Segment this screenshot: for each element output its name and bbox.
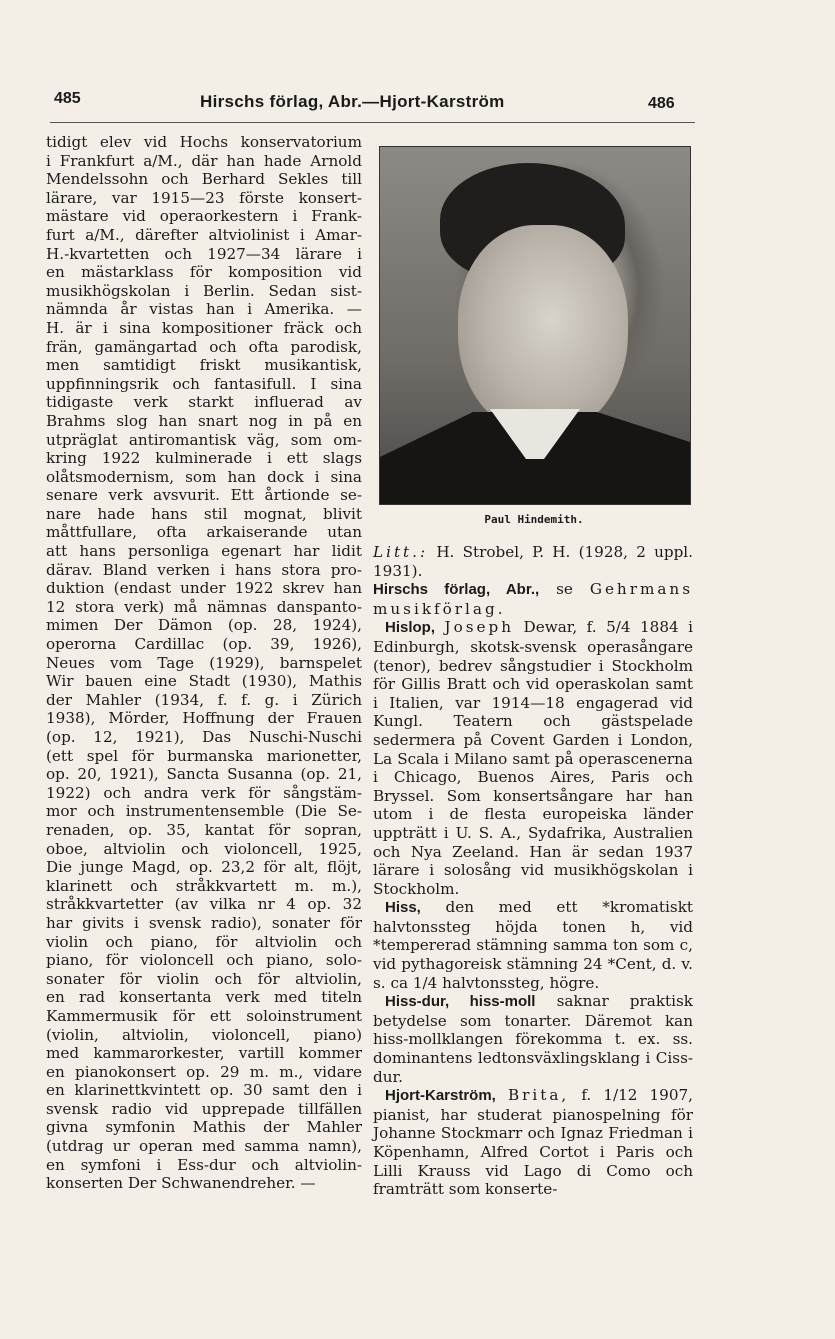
entry-hirschs-see: se xyxy=(556,580,573,599)
text-line: en rad konsertanta verk med titeln xyxy=(46,988,362,1007)
entry-hissdur-text: saknar praktisk betydelse som tonarter. Däremot kan hiss-mollklangen förekomma t. ex. ss. dominantens ledtonsväxlingsklang i Ciss-dur. xyxy=(373,992,693,1086)
text-line: mor och instrumentensemble (Die Se- xyxy=(46,802,362,821)
entry-hissdur-head: Hiss-dur, hiss-moll xyxy=(385,993,536,1011)
text-line: duktion (endast under 1922 skrev han xyxy=(46,579,362,598)
text-line: (op. 12, 1921), Das Nuschi-Nuschi xyxy=(46,728,362,746)
entry-hissdur xyxy=(373,992,693,1086)
page-header xyxy=(0,0,835,130)
text-line: olåtsmodernism, som han dock i sina xyxy=(46,467,362,486)
text-line: Mendelssohn och Berhard Sekles till xyxy=(46,170,362,189)
page-number-right: 486 xyxy=(648,95,675,112)
text-line: (ett spel för burmanska marionetter, xyxy=(46,746,362,765)
text-line: renaden, op. 35, kantat för sopran, xyxy=(46,820,362,839)
header-rule xyxy=(50,122,695,123)
text-line: 1938), Mörder, Hoffnung der Frauen xyxy=(46,709,362,728)
text-line: (violin, altviolin, violoncell, piano) xyxy=(46,1025,362,1044)
litt-label: Litt.: xyxy=(373,543,429,561)
text-line: svensk radio vid upprepade tillfällen xyxy=(46,1099,362,1118)
text-line: stråkkvartetter (av vilka nr 4 op. 32 xyxy=(46,895,362,914)
text-line: 12 stora verk) må nämnas danspanto- xyxy=(46,597,362,616)
entry-litt xyxy=(373,543,693,580)
text-line: piano, för violoncell och piano, solo- xyxy=(46,951,362,970)
entry-hjort xyxy=(373,1086,693,1199)
text-line: mästare vid operaorkestern i Frank- xyxy=(46,207,362,226)
entry-hirschs-head: Hirschs förlag, Abr., xyxy=(373,581,540,599)
text-line: en pianokonsert op. 29 m. m., vidare xyxy=(46,1062,362,1081)
text-line: Neues vom Tage (1929), barnspelet xyxy=(46,653,362,672)
text-line: måttfullare, ofta arkaiserande utan xyxy=(46,523,362,542)
text-line: Wir bauen eine Stadt (1930), Mathis xyxy=(46,672,362,691)
text-line: senare verk avsvurit. Ett årtionde se- xyxy=(46,486,362,505)
text-line: en symfoni i Ess-dur och altviolin- xyxy=(46,1155,362,1174)
text-line: har givits i svensk radio), sonater för xyxy=(46,913,362,932)
text-line: sonater för violin och för altviolin, xyxy=(46,969,362,988)
text-line: tidigaste verk starkt influerad av xyxy=(46,393,362,412)
text-line: der Mahler (1934, f. f. g. i Zürich xyxy=(46,690,362,709)
text-line: H.-kvartetten och 1927—34 lärare i xyxy=(46,244,362,263)
text-line: musikhögskolan i Berlin. Sedan sist- xyxy=(46,281,362,300)
text-line: att hans personliga egenart har lidit xyxy=(46,542,362,561)
text-line: nare hade hans stil mognat, blivit xyxy=(46,504,362,523)
text-line: kring 1922 kulminerade i ett slags xyxy=(46,449,362,468)
text-line: uppfinningsrik och fantasifull. I sina xyxy=(46,374,362,393)
portrait-photo xyxy=(379,146,691,505)
text-line: (utdrag ur operan med samma namn), xyxy=(46,1137,362,1156)
left-column xyxy=(46,133,362,1193)
text-line: givna symfonin Mathis der Mahler xyxy=(46,1118,362,1137)
text-line: nämnda år vistas han i Amerika. — xyxy=(46,300,362,319)
text-line: Die junge Magd, op. 23,2 för alt, flöjt, xyxy=(46,858,362,877)
text-line: tidigt elev vid Hochs konservatorium xyxy=(46,133,362,151)
text-line: frän, gamängartad och ofta parodisk, xyxy=(46,337,362,356)
text-line: operorna Cardillac (op. 39, 1926), xyxy=(46,635,362,654)
text-line: utpräglat antiromantisk väg, som om- xyxy=(46,430,362,449)
text-line: klarinett och stråkkvartett m. m.), xyxy=(46,876,362,895)
entry-hjort-name: Brita, xyxy=(507,1086,570,1105)
text-line: lärare, var 1915—23 förste konsert- xyxy=(46,188,362,207)
text-line: därav. Bland verken i hans stora pro- xyxy=(46,560,362,579)
photo-caption: Paul Hindemith. xyxy=(484,513,584,526)
text-line: oboe, altviolin och violoncell, 1925, xyxy=(46,839,362,858)
text-line: konserten Der Schwanendreher. — xyxy=(46,1174,316,1193)
page-number-left: 485 xyxy=(54,90,81,107)
entry-hiss-head: Hiss, xyxy=(385,899,421,917)
entry-hiss xyxy=(373,898,693,992)
entry-hislop xyxy=(373,618,693,898)
text-line: Brahms slog han snart nog in på en xyxy=(46,411,362,430)
text-line: H. är i sina kompositioner fräck och xyxy=(46,318,362,337)
litt-text: H. Strobel, P. H. (1928, 2 uppl. 1931). xyxy=(373,543,693,580)
text-line: furt a/M., därefter altviolinist i Amar- xyxy=(46,225,362,244)
text-line: med kammarorkester, vartill kommer xyxy=(46,1044,362,1063)
entry-hirschs xyxy=(373,580,693,618)
text-line: op. 20, 1921), Sancta Susanna (op. 21, xyxy=(46,765,362,784)
entry-hislop-name: Joseph xyxy=(444,618,515,637)
text-line: en klarinettkvintett op. 30 samt den i xyxy=(46,1081,362,1100)
right-column xyxy=(373,543,693,1199)
photo-face xyxy=(458,225,628,435)
entry-hislop-head: Hislop, xyxy=(385,619,436,637)
entry-hjort-text: f. 1/12 1907, pianist, har studerat pianospelning för Johanne Stockmarr och Ignaz Friedman i Köpenhamn, Alfred Cortot i Paris och Lilli Krauss vid Lago di Como och framträtt som konserte- xyxy=(373,1086,693,1199)
entry-hislop-text: Dewar, f. 5/4 1884 i Edinburgh, skotsk-svensk operasångare (tenor), bedrev sångstudier i Stockholm för Gillis Bratt och vid operaskolan samt i Italien, var 1914—18 engagerad vid Kungl. Teatern och gästspelade sedermera på Covent Garden i London, La Scala i Milano samt på operascenerna i Chicago, Buenos Aires, Paris och Bryssel. Som konsertsångare har han utom i de flesta europeiska länder uppträtt i U. S. A., Sydafrika, Australien och Nya Zeeland. Han är sedan 1937 lärare i solosång vid musikhögskolan i Stockholm. xyxy=(373,618,694,898)
entry-hjort-head: Hjort-Karström, xyxy=(385,1087,496,1105)
running-head: Hirschs förlag, Abr.—Hjort-Karström xyxy=(200,92,505,111)
text-line: mimen Der Dämon (op. 28, 1924), xyxy=(46,616,362,635)
text-line: i Frankfurt a/M., där han hade Arnold xyxy=(46,151,362,170)
text-line: 1922) och andra verk för sångstäm- xyxy=(46,783,362,802)
entry-hirschs-ref: Gehrmans musikförlag. xyxy=(373,580,694,618)
text-line: violin och piano, för altviolin och xyxy=(46,932,362,951)
text-line: men samtidigt friskt musikantisk, xyxy=(46,356,362,375)
text-line: en mästarklass för komposition vid xyxy=(46,263,362,282)
text-line: Kammermusik för ett soloinstrument xyxy=(46,1006,362,1025)
entry-hiss-text: den med ett *kromatiskt halvtonssteg höjda tonen h, vid *tempererad stämning samma ton som c, vid pythagoreisk stämning 24 *Cent, d. v. s. ca 1/4 halvtonssteg, högre. xyxy=(373,898,693,992)
